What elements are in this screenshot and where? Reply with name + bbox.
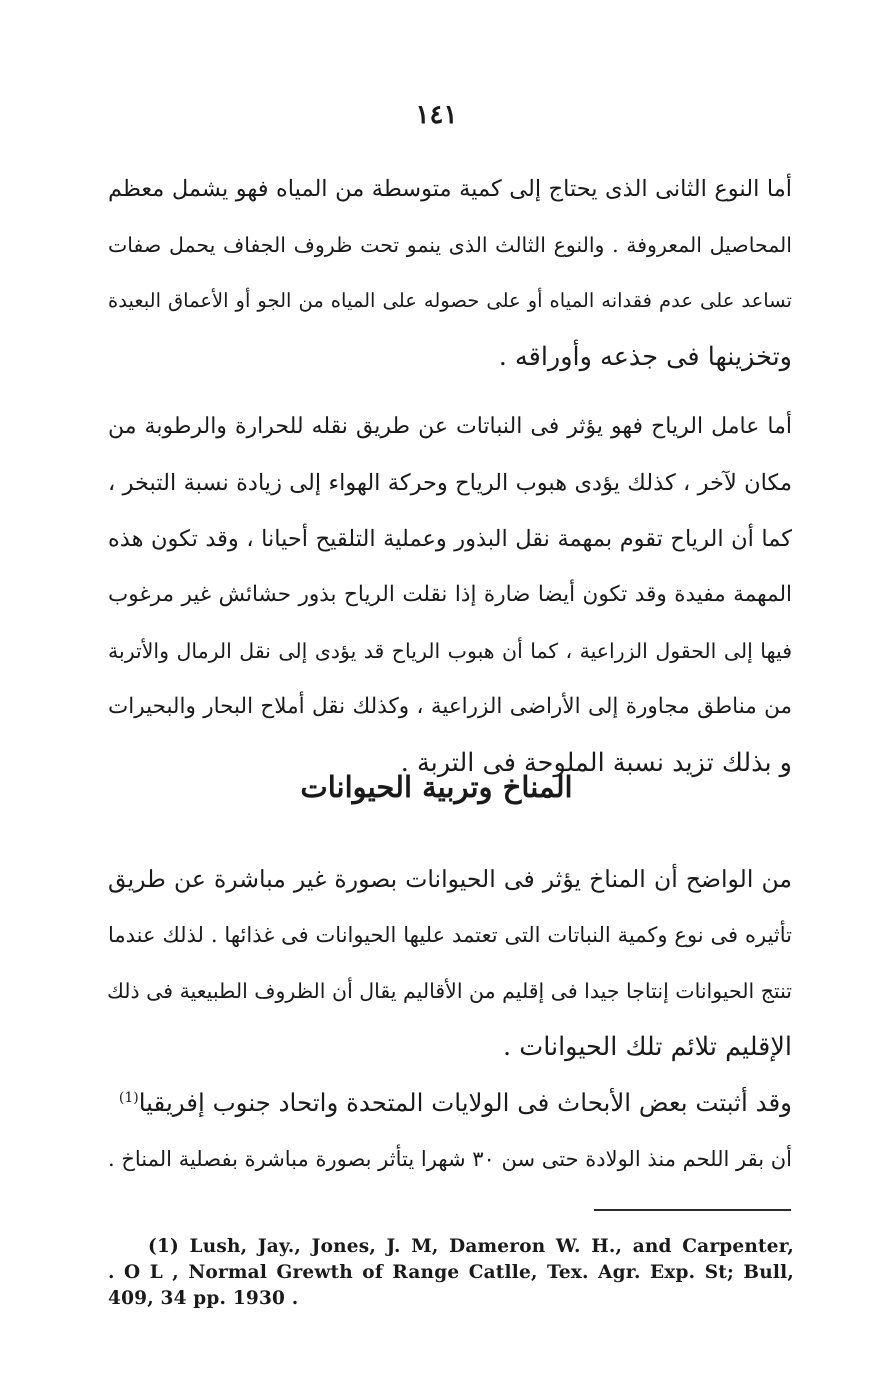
text-line: المحاصيل المعروفة . والنوع الثالث الذى ينمو تحت ظروف الجفاف يحمل صفات (108, 233, 792, 257)
text-line: أما النوع الثانى الذى يحتاج إلى كمية متوسطة من المياه فهو يشمل معظم (108, 176, 792, 202)
footnote-divider (594, 1209, 791, 1211)
text-line: و بذلك تزيد نسبة الملوحة فى التربة . (400, 748, 792, 778)
footnote-line: (1) Lush, Jay., Jones, J. M, Dameron W. H., and Carpenter, (148, 1236, 794, 1257)
footnote-line: . O L , Normal Grewth of Range Catlle, Tex. Agr. Exp. St; Bull, (108, 1262, 794, 1283)
section-heading: المناخ وتربية الحيوانات (300, 770, 573, 804)
text-line: وتخزينها فى جذعه وأوراقه . (498, 342, 792, 372)
text-line: أن بقر اللحم منذ الولادة حتى سن ٣٠ شهرا يتأثر بصورة مباشرة بفصلية المناخ . (108, 1147, 793, 1171)
text-line: فيها إلى الحقول الزراعية ، كما أن هبوب الرياح قد يؤدى إلى نقل الرمال والأتربة (108, 639, 792, 663)
text-line: تأثيره فى نوع وكمية النباتات التى تعتمد عليها الحيوانات فى غذائها . لذلك عندما (108, 923, 792, 947)
text-line: من الواضح أن المناخ يؤثر فى الحيوانات بصورة غير مباشرة عن طريق (108, 865, 792, 893)
text-line: المهمة مفيدة وقد تكون أيضا ضارة إذا نقلت الرياح بذور حشائش غير مرغوب (108, 582, 792, 607)
text-line: من مناطق مجاورة إلى الأراضى الزراعية ، وكذلك نقل أملاح البحار والبحيرات (108, 694, 792, 719)
paragraph-water-types (108, 161, 792, 385)
paragraph-climate-animals (108, 851, 792, 1075)
paragraph-research (108, 1075, 792, 1187)
footnote (108, 1234, 794, 1312)
text-line: مكان لآخر ، كذلك يؤدى هبوب الرياح وحركة الهواء إلى زيادة نسبة التبخر ، (108, 470, 792, 496)
text-line: الإقليم تلائم تلك الحيوانات . (502, 1032, 792, 1062)
paragraph-wind-factor (108, 399, 792, 791)
text-line (108, 1075, 792, 1131)
text-line: تنتج الحيوانات إنتاجا جيدا فى إقليم من الأقاليم يقال أن الظروف الطبيعية فى ذلك (107, 979, 792, 1003)
text-line: تساعد على عدم فقدانه المياه أو على حصوله على المياه من الجو أو الأعماق البعيدة (108, 289, 792, 312)
text-line-content: وقد أثبتت بعض الأبحاث فى الولايات المتحدة واتحاد جنوب إفريقيا (138, 1088, 792, 1117)
text-line: أما عامل الرياح فهو يؤثر فى النباتات عن طريق نقله للحرارة والرطوبة من (108, 414, 792, 439)
text-line: كما أن الرياح تقوم بمهمة نقل البذور وعملية التلقيح أحيانا ، وقد تكون هذه (108, 526, 792, 552)
footnote-line: 409, 34 pp. 1930 . (108, 1288, 299, 1309)
footnote-marker: (1) (118, 1089, 139, 1106)
page-number: ١٤١ (415, 100, 458, 130)
